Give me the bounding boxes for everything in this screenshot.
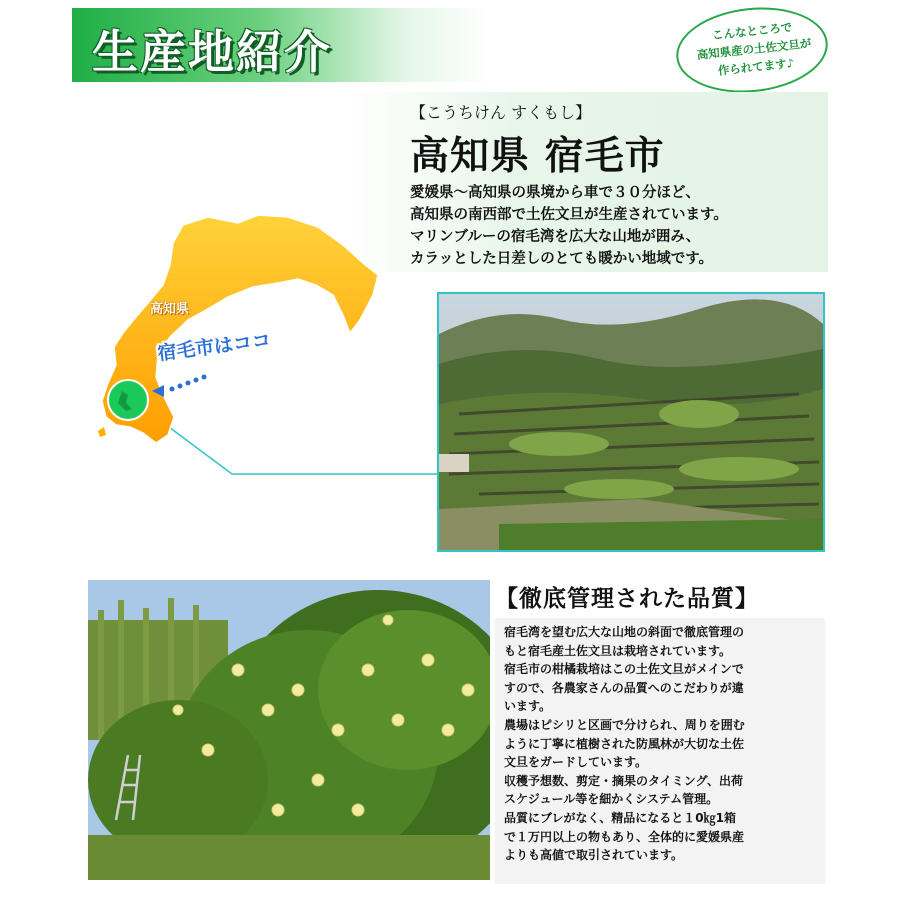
description-line: 愛媛県～高知県の県境から車で３０分ほど、 (410, 184, 700, 201)
marker-label: 宿毛市はココ (156, 329, 273, 365)
quality-line: もと宿毛産土佐文旦は栽培されています。 (504, 643, 732, 658)
bubble-line: 高知県産の土佐文旦が (696, 36, 812, 62)
location-reading: 【こうちけん すくもし】 (410, 103, 592, 122)
quality-description (504, 623, 826, 865)
quality-line: 農場はピシリと区画で分けられ、周りを囲む (504, 717, 745, 732)
quality-line: すので、各農家さんの品質へのこだわりが違 (504, 680, 744, 695)
quality-line: 宿毛市の柑橘栽培はこの土佐文旦がメインで (504, 662, 744, 677)
prefecture-label: 高知県 (150, 302, 190, 317)
description-line: 高知県の南西部で土佐文旦が生産されています。 (410, 206, 728, 223)
bubble-line: こんなところで (711, 19, 793, 43)
location-marker (108, 380, 148, 420)
quality-line: 宿毛湾を望む広大な山地の斜面で徹底管理の (504, 625, 745, 639)
location-description (410, 182, 728, 270)
description-line: カラッとした日差しのとても暖かい地域です。 (410, 250, 714, 267)
location-name: 高知県 宿毛市 (410, 133, 665, 179)
quality-line: ように丁寧に植樹された防風林が大切な土佐 (504, 736, 745, 751)
quality-line: で１万円以上の物もあり、全体的に愛媛県産 (504, 829, 745, 844)
description-line: マリンブルーの宿毛湾を広大な山地が囲み、 (410, 228, 701, 245)
quality-heading: 【徹底管理された品質】 (495, 586, 759, 612)
quality-line: 収穫予想数、剪定・摘果のタイミング、出荷 (504, 773, 744, 788)
quality-line: 文旦をガードしています。 (504, 755, 648, 770)
bubble-line: 作られてます♪ (717, 55, 795, 78)
quality-line: よりも高値で取引されています。 (504, 848, 684, 863)
quality-line: スケジュール等を細かくシステム管理。 (504, 792, 719, 807)
quality-line: 品質にブレがなく、精品になると１0㎏1箱 (504, 810, 736, 825)
quality-line: います。 (504, 699, 552, 714)
page-title: 生産地紹介 (92, 25, 332, 79)
terraced-orchard-photo (437, 292, 825, 552)
pomelo-tree-photo (88, 580, 490, 880)
